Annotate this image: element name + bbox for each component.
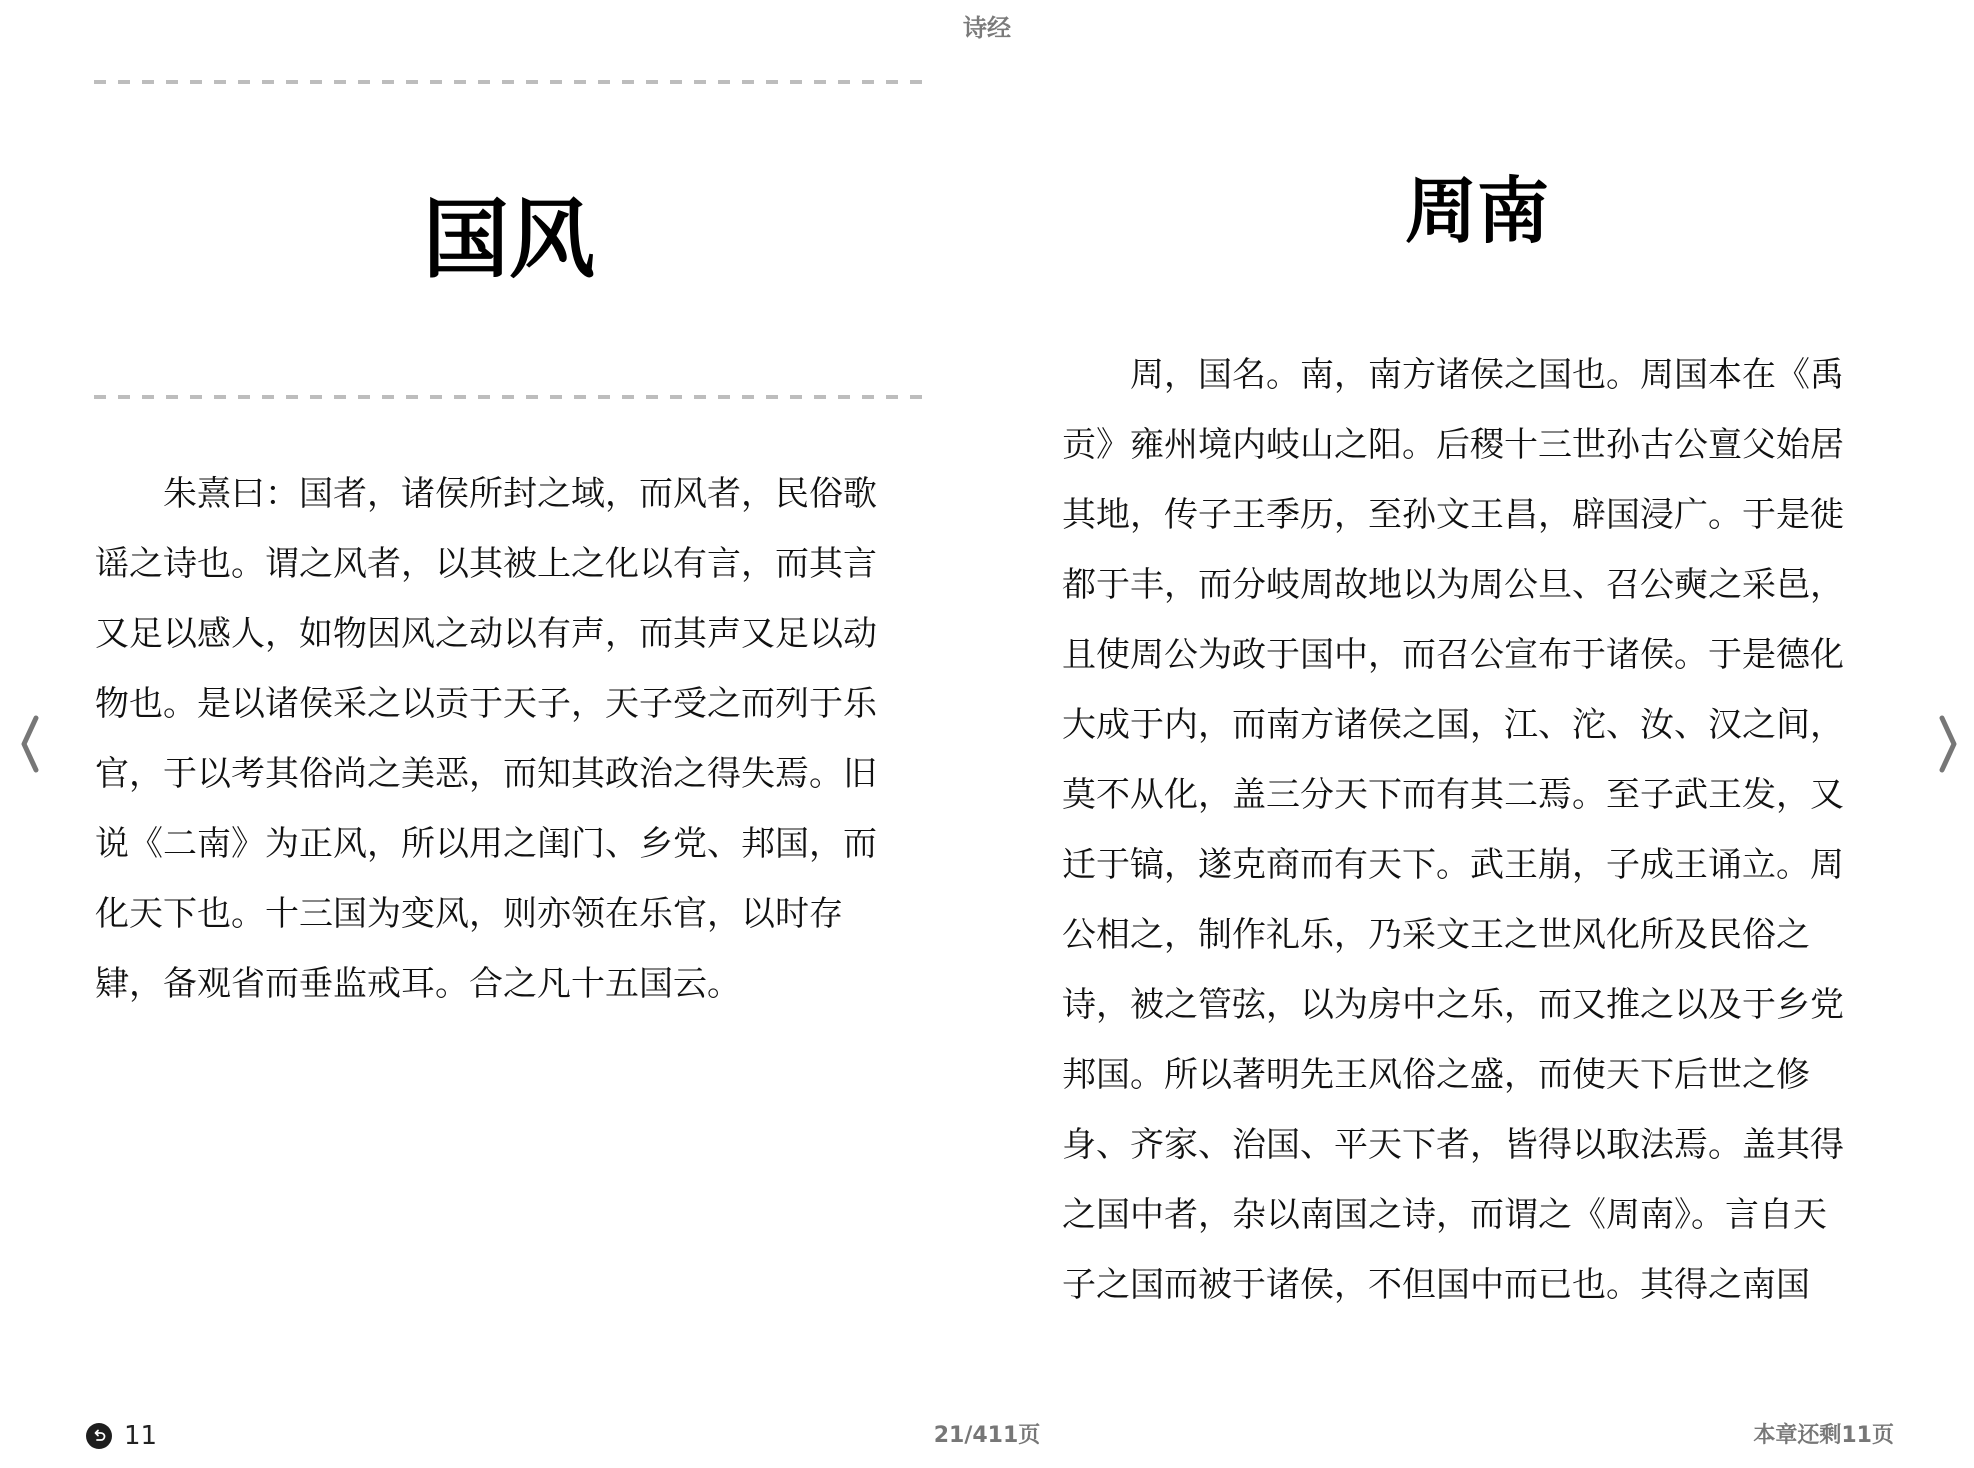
text-line: 之国中者，杂以南国之诗，而谓之《周南》。言自天 (1062, 1195, 1827, 1235)
text-line: 其地，传子王季历，至孙文王昌，辟国浸广。于是徙 (1062, 495, 1844, 535)
text-line: 迁于镐，遂克商而有天下。武王崩，子成王诵立。周 (1062, 845, 1844, 885)
text-line: 周，国名。南，南方诸侯之国也。周国本在《禹 (1062, 355, 1844, 395)
text-line: 肄，备观省而垂监戒耳。合之凡十五国云。 (95, 964, 741, 1004)
page-indicator: 21/411页 (933, 1423, 1041, 1448)
right-page-title: 周南 (1404, 169, 1549, 253)
text-line: 都于丰，而分岐周故地以为周公旦、召公奭之采邑， (1062, 565, 1844, 605)
prev-page-button[interactable] (12, 712, 52, 776)
text-line: 子之国而被于诸侯，不但国中而已也。其得之南国 (1062, 1265, 1810, 1305)
chevron-left-icon (12, 712, 52, 776)
text-line: 诗，被之管弦，以为房中之乐，而又推之以及于乡党 (1062, 985, 1844, 1025)
text-line: 官，于以考其俗尚之美恶，而知其政治之得失焉。旧 (95, 754, 877, 794)
text-line: 莫不从化，盖三分天下而有其二焉。至子武王发，又 (1062, 775, 1844, 815)
text-line: 大成于内，而南方诸侯之国，江、沱、汝、汉之间， (1062, 705, 1844, 745)
text-line: 化天下也。十三国为变风，则亦领在乐官，以时存 (95, 894, 843, 934)
divider-bottom (94, 395, 924, 399)
left-page-body (95, 459, 935, 1019)
text-line: 说《二南》为正风，所以用之闺门、乡党、邦国，而 (95, 824, 877, 864)
back-count: 11 (124, 1421, 158, 1451)
text-line: 朱熹曰：国者，诸侯所封之域，而风者，民俗歌 (95, 474, 877, 514)
left-page-title: 国风 (423, 190, 595, 290)
text-line: 且使周公为政于国中，而召公宣布于诸侯。于是德化 (1062, 635, 1844, 675)
text-line: 身、齐家、治国、平天下者，皆得以取法焉。盖其得 (1062, 1125, 1844, 1165)
text-line: 又足以感人，如物因风之动以有声，而其声又足以动 (95, 614, 877, 654)
text-line: 邦国。所以著明先王风俗之盛，而使天下后世之修 (1062, 1055, 1810, 1095)
next-page-button[interactable] (1926, 712, 1966, 776)
chevron-right-icon (1926, 712, 1966, 776)
text-line: 贡》雍州境内岐山之阳。后稷十三世孙古公亶父始居 (1062, 425, 1844, 465)
chapter-remaining: 本章还剩11页 (1753, 1423, 1894, 1448)
text-line: 谣之诗也。谓之风者，以其被上之化以有言，而其言 (95, 544, 877, 584)
text-line: 公相之，制作礼乐，乃采文王之世风化所及民俗之 (1062, 915, 1810, 955)
text-line: 物也。是以诸侯采之以贡于天子，天子受之而列于乐 (95, 684, 877, 724)
divider-top (94, 80, 924, 84)
right-page-body (1062, 340, 1902, 1320)
book-title: 诗经 (963, 14, 1011, 42)
